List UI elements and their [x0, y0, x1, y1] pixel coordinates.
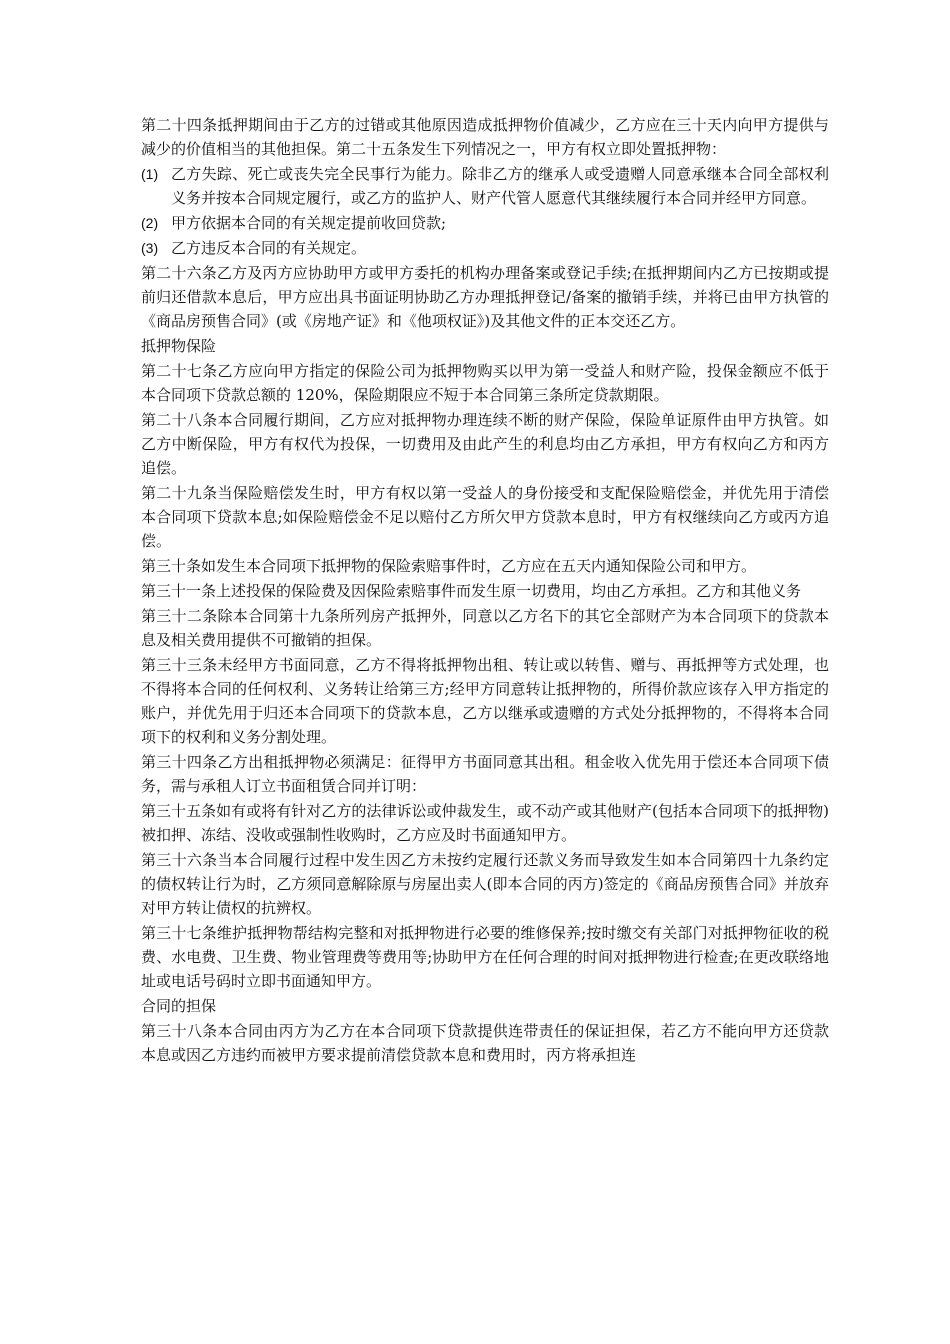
- list-text: 乙方违反本合同的有关规定。: [171, 239, 367, 257]
- document-page: [141, 113, 829, 1068]
- paragraph-art28: 第二十八条本合同履行期间，乙方应对抵押物办理连续不断的财产保险，保险单证原件由甲方执管。如乙方中断保险，甲方有权代为投保，一切费用及由此产生的利息均由乙方承担，甲方有权向乙方和丙方追偿。: [141, 411, 829, 477]
- list-text: 乙方失踪、死亡或丧失完全民事行为能力。除非乙方的继承人或受遗赠人同意承继本合同全部权利义务并按本合同规定履行，或乙方的监护人、财产代管人愿意代其继续履行本合同并经甲方同意。: [171, 165, 829, 207]
- list-number: (1): [141, 166, 159, 182]
- list-number: (2): [141, 215, 159, 231]
- paragraph-art36: 第三十六条当本合同履行过程中发生因乙方未按约定履行还款义务而导致发生如本合同第四十九条约定的债权转让行为时，乙方须同意解除原与房屋出卖人(即本合同的丙方)签定的《商品房预售合同》并放弃对甲方转让债权的抗辨权。: [141, 851, 829, 917]
- list-item-2: [141, 211, 829, 235]
- paragraph-art32: 第三十二条除本合同第十九条所列房产抵押外，同意以乙方名下的其它全部财产为本合同项下的贷款本息及相关费用提供不可撤销的担保。: [141, 607, 829, 649]
- paragraph-art33: 第三十三条未经甲方书面同意，乙方不得将抵押物出租、转让或以转售、赠与、再抵押等方式处理，也不得将本合同的任何权利、义务转让给第三方;经甲方同意转让抵押物的，所得价款应该存入甲方指定的账户，并优先用于归还本合同项下的贷款本息，乙方以继承或遗赠的方式处分抵押物的，不得将本合同项下的权利和义务分割处理。: [141, 656, 829, 746]
- list-item-1: [141, 162, 829, 210]
- paragraph-art31: 第三十一条上述投保的保险费及因保险索赔事件而发生原一切费用，均由乙方承担。乙方和其他义务: [141, 582, 802, 600]
- paragraph-art37: 第三十七条维护抵押物帮结构完整和对抵押物进行必要的维修保养;按时缴交有关部门对抵押物征收的税费、水电费、卫生费、物业管理费等费用等;协助甲方在任何合理的时间对抵押物进行检查;在更改联络地址或电话号码时立即书面通知甲方。: [141, 924, 829, 990]
- section-heading-guarantee: 合同的担保: [141, 997, 217, 1015]
- paragraph-art24-25: 第二十四条抵押期间由于乙方的过错或其他原因造成抵押物价值减少，乙方应在三十天内向甲方提供与减少的价值相当的其他担保。第二十五条发生下列情况之一，甲方有权立即处置抵押物：: [141, 116, 829, 158]
- list-number: (3): [141, 240, 159, 256]
- paragraph-art30: 第三十条如发生本合同项下抵押物的保险索赔事件时，乙方应在五天内通知保险公司和甲方。: [141, 557, 757, 575]
- list-text: 甲方依据本合同的有关规定提前收回贷款;: [171, 214, 447, 232]
- paragraph-art27: 第二十七条乙方应向甲方指定的保险公司为抵押物购买以甲为第一受益人和财产险，投保金额应不低于本合同项下贷款总额的 120%，保险期限应不短于本合同第三条所定贷款期限。: [141, 362, 829, 404]
- list-item-3: [141, 236, 829, 260]
- paragraph-art38: 第三十八条本合同由丙方为乙方在本合同项下贷款提供连带责任的保证担保，若乙方不能向甲方还贷款本息或因乙方违约而被甲方要求提前清偿贷款本息和费用时，丙方将承担连: [141, 1022, 829, 1064]
- section-heading-insurance: 抵押物保险: [141, 337, 217, 355]
- paragraph-art26: 第二十六条乙方及丙方应协助甲方或甲方委托的机构办理备案或登记手续;在抵押期间内乙方已按期或提前归还借款本息后，甲方应出具书面证明协助乙方办理抵押登记/备案的撤销手续，并将已由甲方执管的《商品房预售合同》(或《房地产证》和《他项权证》)及其他文件的正本交还乙方。: [141, 264, 829, 330]
- paragraph-art29: 第二十九条当保险赔偿发生时，甲方有权以第一受益人的身份接受和支配保险赔偿金，并优先用于清偿本合同项下贷款本息;如保险赔偿金不足以赔付乙方所欠甲方贷款本息时，甲方有权继续向乙方或丙方追偿。: [141, 484, 829, 550]
- paragraph-art35: 第三十五条如有或将有针对乙方的法律诉讼或仲裁发生，或不动产或其他财产(包括本合同项下的抵押物)被扣押、冻结、没收或强制性收购时，乙方应及时书面通知甲方。: [141, 802, 829, 844]
- paragraph-art34: 第三十四条乙方出租抵押物必须满足：征得甲方书面同意其出租。租金收入优先用于偿还本合同项下债务，需与承租人订立书面租赁合同并订明：: [141, 753, 829, 795]
